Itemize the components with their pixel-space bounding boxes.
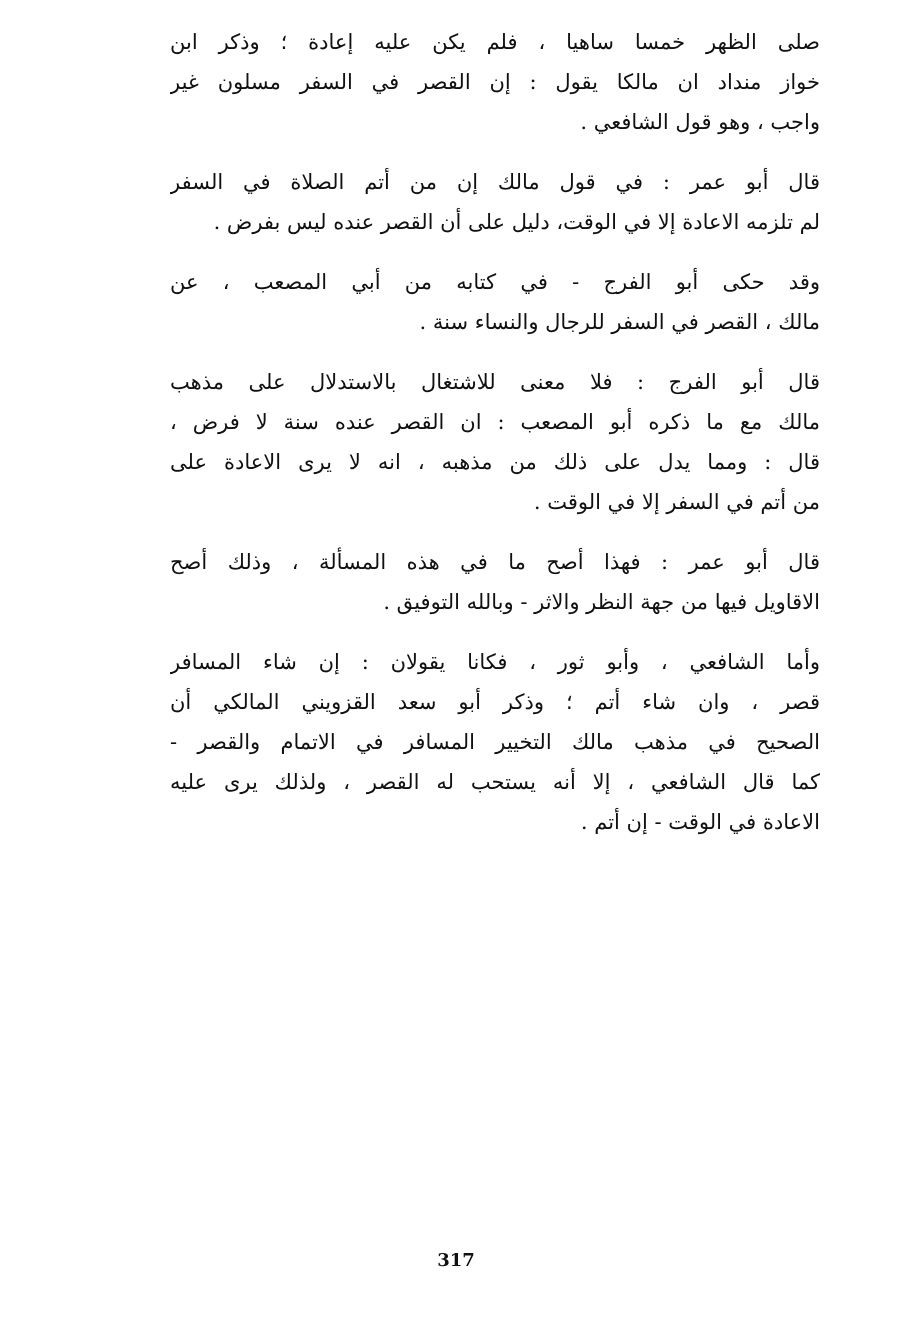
page-number: 317 (437, 1250, 475, 1271)
text-line: واجب ، وهو قول الشافعي . (580, 110, 820, 134)
text-line: الاقاويل فيها من جهة النظر والاثر - وبالله التوفيق . (383, 590, 820, 614)
page-body (170, 22, 820, 862)
text-line: قصر ، وان شاء أتم ؛ وذكر أبو سعد القزويني المالكي أن (170, 690, 820, 714)
text-line: قال : ومما يدل على ذلك من مذهبه ، انه لا يرى الاعادة على (170, 450, 820, 474)
text-line: صلى الظهر خمسا ساهيا ، فلم يكن عليه إعادة ؛ وذكر ابن (170, 30, 820, 54)
paragraph-3 (170, 262, 820, 342)
text-line: مالك مع ما ذكره أبو المصعب : ان القصر عنده سنة لا فرض ، (170, 410, 820, 434)
text-line: قال أبو الفرج : فلا معنى للاشتغال بالاستدلال على مذهب (170, 370, 820, 394)
text-line: الاعادة في الوقت - إن أتم . (580, 810, 820, 834)
paragraph-5 (170, 542, 820, 622)
text-line: الصحيح في مذهب مالك التخيير المسافر في الاتمام والقصر - (170, 730, 820, 754)
text-line: كما قال الشافعي ، إلا أنه يستحب له القصر ، ولذلك يرى عليه (170, 770, 820, 794)
text-line: وأما الشافعي ، وأبو ثور ، فكانا يقولان : إن شاء المسافر (170, 650, 820, 674)
text-line: لم تلزمه الاعادة إلا في الوقت، دليل على أن القصر عنده ليس بفرض . (213, 210, 820, 234)
text-line: قال أبو عمر : فهذا أصح ما في هذه المسألة ، وذلك أصح (170, 550, 820, 574)
text-line: مالك ، القصر في السفر للرجال والنساء سنة . (419, 310, 820, 334)
text-line: خواز منداد ان مالكا يقول : إن القصر في السفر مسلون غير (170, 70, 820, 94)
paragraph-1 (170, 22, 820, 142)
text-line: قال أبو عمر : في قول مالك إن من أتم الصلاة في السفر (170, 170, 820, 194)
text-line: من أتم في السفر إلا في الوقت . (533, 490, 820, 514)
paragraph-4 (170, 362, 820, 522)
text-line: وقد حكى أبو الفرج - في كتابه من أبي المصعب ، عن (170, 270, 820, 294)
paragraph-6 (170, 642, 820, 842)
paragraph-2 (170, 162, 820, 242)
